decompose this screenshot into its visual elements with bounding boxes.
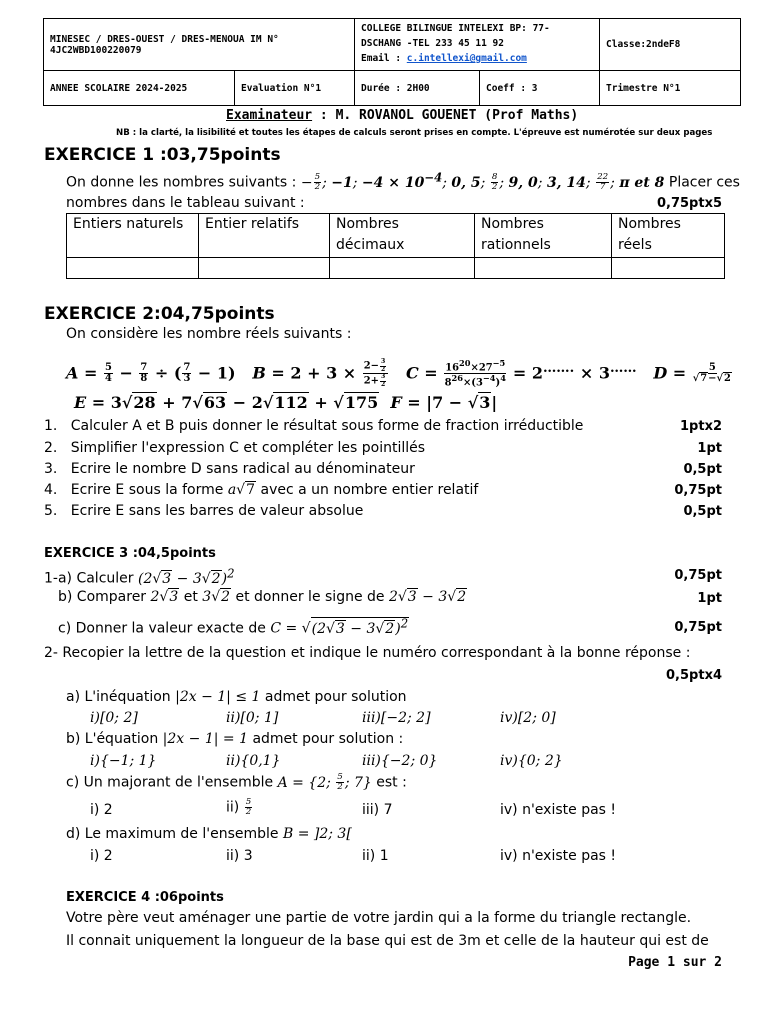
- option-label: ii): [226, 799, 240, 816]
- ex4-line2: Il connait uniquement la longueur de la base qui est de 3m et celle de la hauteur qui est de: [66, 933, 709, 949]
- ex1-intro-line: [66, 170, 740, 192]
- trimester-cell: Trimestre N°1: [600, 71, 741, 106]
- table-empty-cell: [67, 258, 199, 279]
- table-header-cell: Entiers naturels: [67, 214, 199, 258]
- answer-option: iii) 7: [362, 802, 393, 818]
- answer-option: [226, 798, 253, 817]
- ex2-q5: [44, 503, 363, 519]
- ex2-intro: On considère les nombre réels suivants :: [66, 326, 352, 342]
- math-inline: $\frac{5}{2}$: [245, 797, 252, 818]
- ex2-q4: [44, 482, 478, 498]
- ex4-title: EXERCICE 4 :06points: [66, 890, 224, 905]
- coeff-cell: Coeff : 3: [480, 71, 600, 106]
- ex1-intro: On donne les nombres suivants :: [66, 174, 297, 191]
- ex2-formulas-line1: A = $\frac{5}{4}$ − $\frac{7}{8}$ ÷ ( $\frac{7}{3}$ − 1) B = 2 + 3 × 2− $\frac{3}{2}$ 2+ $\frac{3}{2}$ C = $\frac{16^{20}\times 27^{-5}}{8^{26}\times(3^{-4})^4}$ = 2……. × 3…… D = $\frac{5}{√7-√2}$: [66, 357, 731, 389]
- question-text: est :: [376, 774, 407, 791]
- ex3-q1c-points: 0,75pt: [674, 620, 722, 635]
- ex3-qc: [66, 773, 407, 792]
- question-text: c) Donner la valeur exacte de: [58, 620, 266, 637]
- answer-option: iv)[2; 0]: [500, 710, 556, 726]
- answer-option: i) 2: [90, 802, 113, 818]
- math-inline: B = ]2; 3[: [282, 826, 352, 842]
- ex2-q5-points: 0,5pt: [683, 504, 722, 519]
- question-text: Simplifier l'expression C et compléter les pointillés: [70, 440, 426, 456]
- header-table: [43, 18, 741, 106]
- ex3-qb: [66, 731, 403, 747]
- question-text: 1-a) Calculer: [44, 570, 134, 587]
- question-text: Ecrire E sous la forme: [70, 482, 224, 498]
- question-text: a) L'inéquation: [66, 689, 171, 705]
- answer-option: i) 2: [90, 848, 113, 864]
- answer-option: i)[0; 2]: [90, 710, 138, 726]
- college-name: COLLEGE BILINGUE INTELEXI BP: 77-: [361, 23, 550, 34]
- math-inline: $C = √(2√3 - 3√2)^2$: [270, 616, 409, 637]
- evaluation-cell: Evaluation N°1: [235, 71, 355, 106]
- ex1-after: Placer ces: [668, 174, 740, 191]
- ex3-qd: [66, 826, 352, 842]
- math-inline: 2√3: [150, 589, 179, 605]
- answer-option: ii){0,1}: [226, 753, 281, 769]
- college-cell: [355, 19, 600, 71]
- table-header-cell: Nombres réels: [612, 214, 725, 258]
- question-number: 2.: [44, 440, 58, 456]
- ex2-q2: [44, 440, 425, 456]
- ministry-text: MINESEC / DRES-OUEST / DRES-MENOUA IM N°: [50, 33, 279, 45]
- answer-option: ii)[0; 1]: [226, 710, 279, 726]
- ministry-code: 4JC2WBD100220079: [50, 44, 142, 56]
- ex2-q3: [44, 461, 415, 477]
- ex2-q2-points: 1pt: [697, 441, 722, 456]
- answer-option: ii) 1: [362, 848, 389, 864]
- examiner-name: : M. ROVANOL GOUENET (Prof Maths): [319, 108, 579, 123]
- math-inline: A = {2; $\frac{5}{2}$ ; 7}: [277, 772, 372, 793]
- ex3-q1c: [58, 616, 409, 637]
- math-inline: |2x − 1| = 1: [162, 731, 248, 747]
- year-cell: ANNEE SCOLAIRE 2024-2025: [44, 71, 235, 106]
- question-text: Calculer A et B puis donner le résultat sous forme de fraction irréductible: [70, 418, 584, 434]
- table-header-cell: Entier relatifs: [199, 214, 330, 258]
- answer-option: iv) n'existe pas !: [500, 802, 617, 818]
- examiner-line: [226, 108, 578, 123]
- ex1-points: 0,75ptx5: [656, 196, 722, 211]
- email-link[interactable]: c.intellexi@gmail.com: [406, 53, 527, 64]
- question-number: 5.: [44, 503, 58, 519]
- math-inline: |2x − 1| ≤ 1: [175, 689, 261, 705]
- ex1-title: EXERCICE 1 :03,75points: [44, 145, 281, 165]
- table-empty-cell: [475, 258, 612, 279]
- college-contact: DSCHANG -TEL 233 45 11 92: [361, 38, 504, 49]
- nb-note: NB : la clarté, la lisibilité et toutes les étapes de calculs seront prises en compte. L'épreuve est numérotée sur deux pages: [116, 128, 713, 138]
- class-cell: Classe:2ndeF8: [600, 19, 741, 71]
- question-text: b) L'équation: [66, 731, 159, 747]
- email-label: Email :: [361, 53, 402, 64]
- answer-option: i){−1; 1}: [90, 753, 157, 769]
- ex3-q2: 2- Recopier la lettre de la question et indique le numéro correspondant à la bonne réponse :: [44, 645, 691, 661]
- question-text: Ecrire le nombre D sans radical au dénominateur: [70, 461, 415, 477]
- ex2-q4-points: 0,75pt: [674, 483, 722, 498]
- question-text: admet pour solution :: [252, 731, 404, 747]
- math-inline: 3√2: [202, 589, 231, 605]
- question-text: et donner le signe de: [235, 589, 385, 605]
- ex2-q1: [44, 418, 583, 434]
- question-text: d) Le maximum de l'ensemble: [66, 826, 279, 842]
- ex3-q1b: [58, 589, 467, 605]
- table-header-cell: Nombres rationnels: [475, 214, 612, 258]
- ex3-q1b-points: 1pt: [697, 591, 722, 606]
- ex3-q1a: [44, 566, 234, 587]
- answer-option: iv){0; 2}: [500, 753, 563, 769]
- ex2-formulas-line2: E = 3√28 + 7√63 − 2√112 + √175 F = |7 − √3|: [74, 393, 498, 412]
- answer-option: ii) 3: [226, 848, 253, 864]
- question-number: 1.: [44, 418, 58, 434]
- math-inline: 2√3 − 3√2: [388, 589, 467, 605]
- ex2-q1-points: 1ptx2: [680, 419, 722, 434]
- ex2-q3-points: 0,5pt: [683, 462, 722, 477]
- ex3-q1a-points: 0,75pt: [674, 568, 722, 583]
- ex1-line2: nombres dans le tableau suivant :: [66, 195, 305, 211]
- ex3-q2-points: 0,5ptx4: [666, 668, 722, 683]
- table-empty-cell: [612, 258, 725, 279]
- question-text: Ecrire E sans les barres de valeur absolue: [70, 503, 364, 519]
- table-header-cell: Nombres décimaux: [330, 214, 475, 258]
- ex1-table: [66, 213, 725, 279]
- answer-option: iii){−2; 0}: [362, 753, 438, 769]
- question-text: et: [183, 589, 198, 605]
- question-number: 4.: [44, 482, 58, 498]
- ex1-number-list: − $\frac{5}{2}$ ; −1; $-4 \times 10^{-4}$; 0, 5; $\frac{8}{2}$ ; 9, 0; 3, 14; $\frac{22}{7}$ ; π et 8: [300, 170, 665, 193]
- table-empty-cell: [330, 258, 475, 279]
- answer-option: iii)[−2; 2]: [362, 710, 431, 726]
- ex3-qa: [66, 689, 407, 705]
- page-footer: Page 1 sur 2: [628, 955, 722, 970]
- duration-cell: Durée : 2H00: [355, 71, 480, 106]
- ex3-title: EXERCICE 3 :04,5points: [44, 546, 216, 561]
- question-text: avec a un nombre entier relatif: [260, 482, 479, 498]
- question-text: admet pour solution: [264, 689, 407, 705]
- ex2-title: EXERCICE 2:04,75points: [44, 304, 275, 324]
- math-inline: $(2√3 - 3√2)^2$: [137, 566, 235, 587]
- question-text: b) Comparer: [58, 589, 147, 605]
- answer-option: iv) n'existe pas !: [500, 848, 617, 864]
- math-inline: a√7: [227, 482, 256, 498]
- question-text: c) Un majorant de l'ensemble: [66, 774, 274, 791]
- ministry-cell: [44, 19, 355, 71]
- question-number: 3.: [44, 461, 58, 477]
- table-empty-cell: [199, 258, 330, 279]
- examiner-label: Examinateur: [226, 108, 313, 123]
- ex4-line1: Votre père veut aménager une partie de votre jardin qui a la forme du triangle rectangle.: [66, 910, 692, 926]
